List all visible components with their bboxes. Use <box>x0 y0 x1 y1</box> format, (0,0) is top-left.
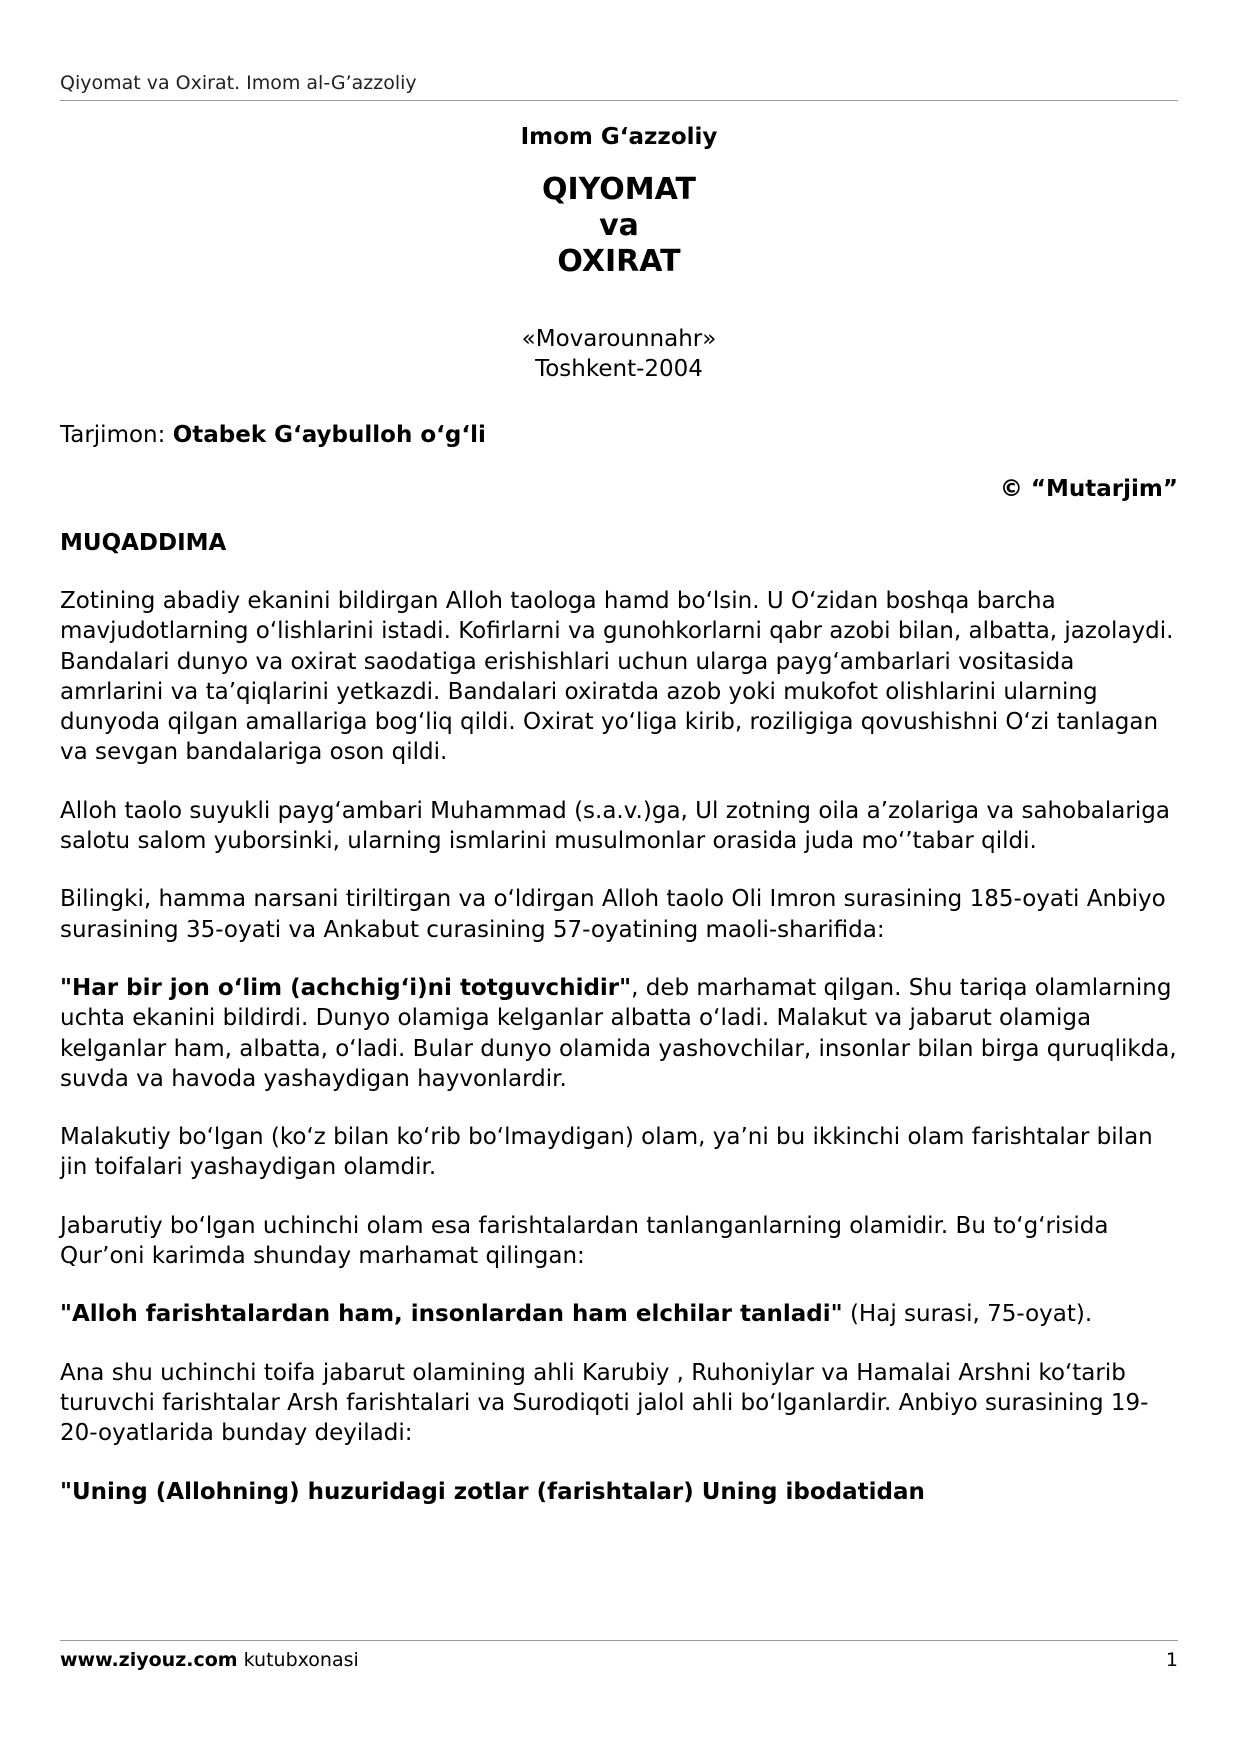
paragraph: Ana shu uchinchi toifa jabarut olamining ahli Karubiy , Ruhoniylar va Hamalai Arshni ko‘tarib turuvchi farishtalar Arsh farishtalari va Surodiqoti jalol ahli bo‘lganlardir. Anbiyo surasining 19-20-oyatlarida bunday deyiladi: <box>60 1359 1149 1447</box>
page-number: 1 <box>1165 1649 1178 1671</box>
running-header: Qiyomat va Oxirat. Imom al-G’azzoliy <box>60 72 1178 101</box>
quote-text: "Har bir jon o‘lim (achchig‘i)ni totguvchidir" <box>60 974 632 1001</box>
book-title-line-1: QIYOMAT <box>541 172 697 207</box>
paragraph <box>60 973 1178 1094</box>
author-name: Imom G‘azzoliy <box>520 124 718 150</box>
translator-label: Tarjimon: <box>60 422 173 448</box>
paragraph <box>60 1477 1178 1507</box>
book-title-line-3: OXIRAT <box>557 244 681 279</box>
quote-text: "Alloh farishtalardan ham, insonlardan ham elchilar tanladi" <box>60 1301 843 1328</box>
translator-name: Otabek G‘aybulloh o‘g‘li <box>172 422 486 448</box>
paragraph <box>60 1299 1178 1329</box>
paragraph-text: , deb marhamat qilgan. Shu tariqa olamlarning uchta ekanini bildirdi. Dunyo olamiga kelganlar albatta o‘ladi. Malakut va jabarut olamiga kelganlar ham, albatta, o‘ladi. Bular dunyo olamida yashovchilar, insonlar bilan birga quruqlikda, suvda va havoda yashaydigan hayvonlardir. <box>60 974 1177 1092</box>
footer-suffix: kutubxonasi <box>237 1649 359 1671</box>
book-title-line-2: va <box>599 208 639 243</box>
publisher-name: «Movarounnahr» <box>521 326 717 352</box>
footer-site-link[interactable]: www.ziyouz.com <box>60 1649 238 1671</box>
running-footer <box>60 1640 1178 1671</box>
paragraph: Jabarutiy bo‘lgan uchinchi olam esa farishtalardan tanlanganlarning olamidir. Bu to‘g‘risida Qur’oni karimda shunday marhamat qilingan: <box>60 1212 1109 1270</box>
paragraph: Bilingki, hamma narsani tiriltirgan va o‘ldirgan Alloh taolo Oli Imron surasining 185-oyati Anbiyo surasining 35-oyati va Ankabut curasining 57-oyatining maoli-sharifida: <box>60 886 1166 943</box>
publication-place-year: Toshkent-2004 <box>535 356 703 382</box>
paragraph: Malakutiy bo‘lgan (ko‘z bilan ko‘rib bo‘lmaydigan) olam, ya’ni bu ikkinchi olam farishtalar bilan jin toifalari yashaydigan olamdir. <box>60 1124 1153 1181</box>
quote-text: "Uning (Allohning) huzuridagi zotlar (farishtalar) Uning ibodatidan <box>60 1478 925 1505</box>
paragraph-text: (Haj surasi, 75-oyat). <box>842 1301 1093 1328</box>
page-content <box>60 124 1178 1507</box>
paragraph: Zotining abadiy ekanini bildirgan Alloh taologa hamd bo‘lsin. U O‘zidan boshqa barcha mavjudotlarning o‘lishlarini istadi. Kofirlarni va gunohkorlarni qabr azobi bilan, albatta, jazolaydi. Bandalari dunyo va oxirat saodatiga erishishlari uchun ularga payg‘ambarlari vositasida amrlarini va ta’qiqlarini yetkazdi. Bandalari oxiratda azob yoki mukofot olishlarini ularning dunyoda qilgan amallariga bog‘liq qildi. Oxirat yo‘liga kirib, roziligiga qovushishni O‘zi tanlagan va sevgan bandalariga oson qildi. <box>60 588 1174 766</box>
footer-source <box>60 1649 359 1671</box>
section-heading: MUQADDIMA <box>60 530 227 556</box>
publisher-block <box>60 324 1178 384</box>
translator-line <box>60 422 1178 448</box>
paragraph: Alloh taolo suyukli payg‘ambari Muhammad (s.a.v.)ga, Ul zotning oila a’zolariga va sahobalariga salotu salom yuborsinki, ularning ismlarini musulmonlar orasida juda mo‘’tabar qildi. <box>60 797 1170 855</box>
copyright-notice: © “Mutarjim” <box>999 476 1178 502</box>
